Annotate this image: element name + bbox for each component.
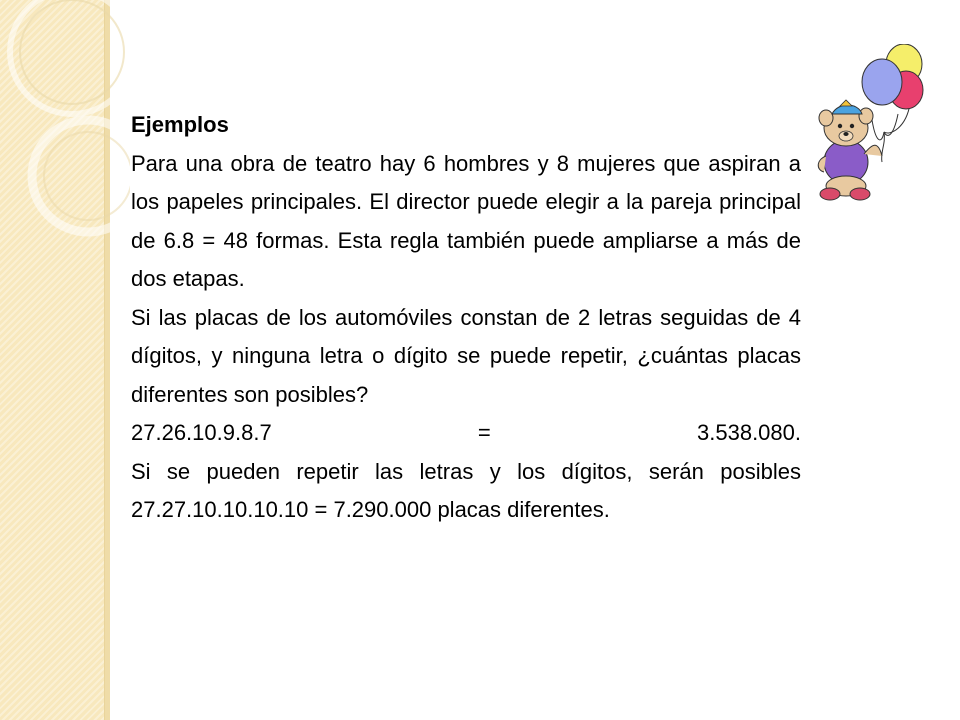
formula-equals: =	[477, 420, 491, 445]
slide-heading: Ejemplos	[131, 112, 229, 137]
paragraph-theater-example: Para una obra de teatro hay 6 hombres y 8 mujeres que aspiran a los papeles principales. El director puede elegir a la pareja principal de 6.8 = 48 formas. Esta regla también puede ampliarse a más de dos etapas.	[131, 150, 801, 291]
formula-result: 3.538.080.	[697, 420, 801, 445]
paragraph-plates-question: Si las placas de los automóviles constan de 2 letras seguidas de 4 dígitos, y ninguna letra o dígito se puede repetir, ¿cuántas placas diferentes son posibles?	[131, 304, 801, 407]
plates-formula-line	[131, 414, 801, 453]
bear-with-balloons-icon	[810, 44, 930, 204]
formula-left: 27.26.10.9.8.7	[131, 420, 272, 445]
decorative-rings-icon	[0, 0, 130, 260]
paragraph-plates-repeat: Si se pueden repetir las letras y los dígitos, serán posibles 27.27.10.10.10.10 = 7.290.000 placas diferentes.	[131, 458, 801, 522]
slide-body	[131, 106, 801, 530]
